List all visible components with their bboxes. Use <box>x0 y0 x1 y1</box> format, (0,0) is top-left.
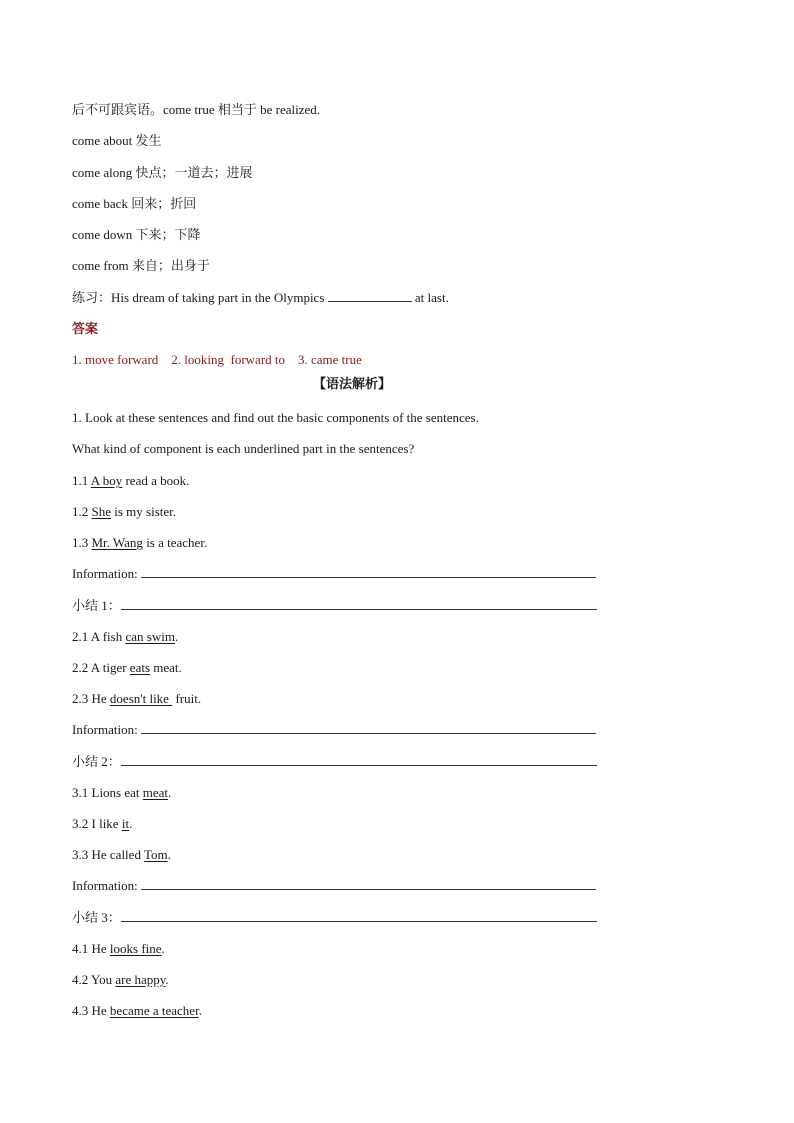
underlined-part: meat <box>142 785 169 800</box>
practice-blank[interactable] <box>328 288 412 302</box>
sentence-4-1 <box>72 940 165 958</box>
sentence-1-1 <box>72 472 189 490</box>
summary-label: 小结 2： <box>72 754 121 769</box>
underlined-part: became a teacher <box>109 1003 199 1018</box>
underlined-part: A boy <box>90 473 123 488</box>
sentence-post: . <box>161 941 165 956</box>
sentence-2-3 <box>72 690 201 708</box>
summary-line-1 <box>72 597 597 615</box>
sentence-post: . <box>168 785 172 800</box>
sentence-2-1 <box>72 628 178 646</box>
vocab-come-along: come along 快点；一道去；进展 <box>72 165 253 180</box>
sentence-post: . <box>129 816 133 831</box>
underlined-part: She <box>91 504 111 519</box>
underlined-part: looks fine <box>109 941 162 956</box>
information-label: Information: <box>72 566 141 581</box>
sentence-pre: I like <box>91 816 122 831</box>
sentence-number: 1.2 <box>72 504 92 519</box>
sentence-post: meat. <box>150 660 182 675</box>
sentence-1-2 <box>72 503 176 521</box>
sentence-pre: He called <box>91 847 144 862</box>
sentence-number: 4.3 <box>72 1003 92 1018</box>
sentence-4-3 <box>72 1002 202 1020</box>
sentence-2-2 <box>72 659 182 677</box>
vocab-come-about: come about 发生 <box>72 133 162 148</box>
answer-text: 1. move forward 2. looking forward to 3. came true <box>72 352 362 367</box>
sentence-number: 3.1 <box>72 785 92 800</box>
sentence-number: 2.3 <box>72 691 92 706</box>
underlined-part: doesn't like <box>109 691 173 706</box>
sentence-number: 3.3 <box>72 847 92 862</box>
sentence-pre: You <box>91 972 116 987</box>
underlined-part: can swim <box>125 629 175 644</box>
vocab-note: 后不可跟宾语。come true 相当于 be realized. <box>72 102 321 117</box>
grammar-title: 【语法解析】 <box>312 376 391 391</box>
information-line-2 <box>72 721 596 739</box>
summary-blank-1[interactable] <box>121 597 597 610</box>
sentence-post: . <box>165 972 169 987</box>
information-label: Information: <box>72 878 141 893</box>
sentence-number: 2.1 <box>72 629 91 644</box>
sentence-post: is my sister. <box>111 504 177 519</box>
sentence-number: 1.3 <box>72 535 92 550</box>
underlined-part: Mr. Wang <box>91 535 143 550</box>
sentence-number: 3.2 <box>72 816 92 831</box>
sentence-pre: A fish <box>90 629 126 644</box>
practice-text-end: at last. <box>411 290 449 305</box>
information-blank-2[interactable] <box>141 721 596 734</box>
sentence-4-2 <box>72 971 169 989</box>
practice-line <box>72 288 449 306</box>
vocab-come-back: come back 回来；折回 <box>72 196 197 211</box>
sentence-post: fruit. <box>172 691 202 706</box>
summary-line-2 <box>72 753 597 771</box>
sentence-3-3 <box>72 846 171 864</box>
information-line-3 <box>72 877 596 895</box>
sentence-post: . <box>167 847 171 862</box>
sentence-3-1 <box>72 784 171 802</box>
sentence-pre: He <box>91 1003 110 1018</box>
underlined-part: Tom <box>143 847 168 862</box>
information-label: Information: <box>72 722 141 737</box>
sentence-number: 4.1 <box>72 941 92 956</box>
underlined-part: it <box>121 816 130 831</box>
sentence-1-3 <box>72 534 207 552</box>
information-blank-3[interactable] <box>141 877 596 890</box>
practice-prefix: 练习： <box>72 290 112 305</box>
sentence-post: . <box>198 1003 202 1018</box>
sentence-number: 1.1 <box>72 473 91 488</box>
practice-text: His dream of taking part in the Olympics <box>111 290 328 305</box>
summary-label: 小结 1： <box>72 598 121 613</box>
answer-title: 答案 <box>72 321 99 336</box>
sentence-pre: Lions eat <box>91 785 143 800</box>
information-blank-1[interactable] <box>141 565 596 578</box>
underlined-part: are happy <box>115 972 166 987</box>
sentence-post: read a book. <box>122 473 190 488</box>
grammar-question-2: What kind of component is each underlined part in the sentences? <box>72 441 415 456</box>
summary-blank-3[interactable] <box>121 909 597 922</box>
underlined-part: eats <box>129 660 151 675</box>
sentence-number: 4.2 <box>72 972 92 987</box>
sentence-number: 2.2 <box>72 660 91 675</box>
grammar-question-1: 1. Look at these sentences and find out the basic components of the sentences. <box>72 410 479 425</box>
sentence-post: . <box>174 629 179 644</box>
sentence-pre: He <box>91 941 110 956</box>
summary-label: 小结 3： <box>72 910 121 925</box>
information-line-1 <box>72 565 596 583</box>
sentence-pre: A tiger <box>90 660 130 675</box>
summary-line-3 <box>72 909 597 927</box>
sentence-pre: He <box>91 691 110 706</box>
summary-blank-2[interactable] <box>121 753 597 766</box>
vocab-come-down: come down 下来；下降 <box>72 227 201 242</box>
sentence-3-2 <box>72 815 132 833</box>
sentence-post: is a teacher. <box>142 535 208 550</box>
vocab-come-from: come from 来自；出身于 <box>72 258 210 273</box>
